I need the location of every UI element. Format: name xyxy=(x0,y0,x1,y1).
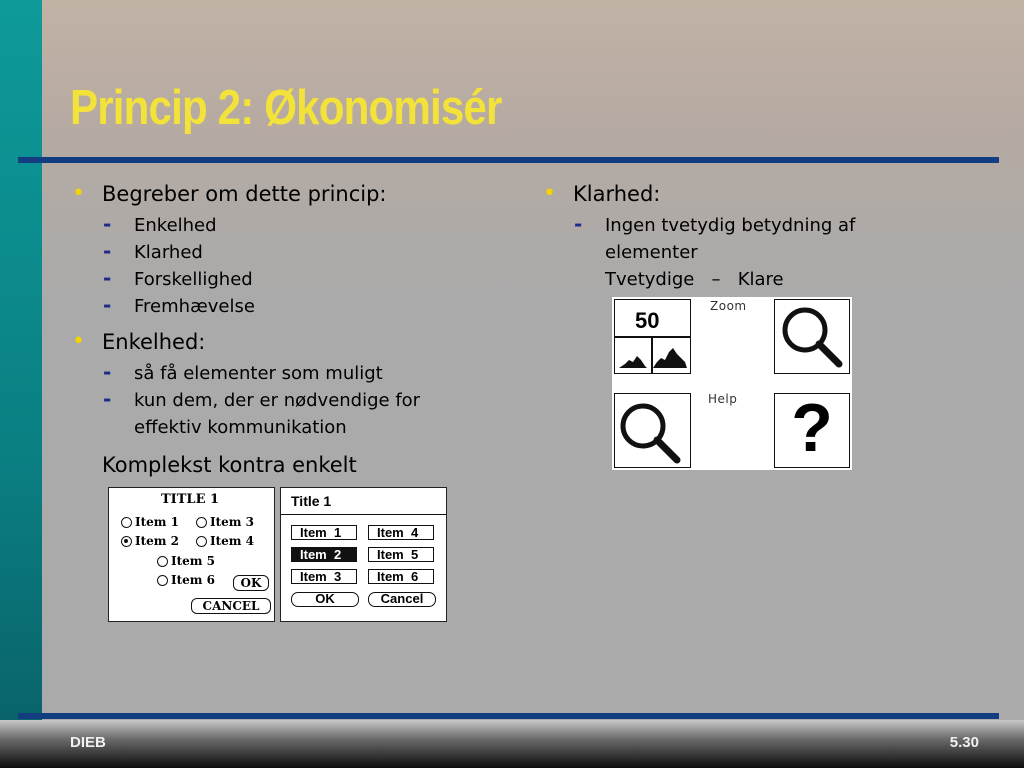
zoom-label: Zoom xyxy=(710,299,747,313)
radio-icon xyxy=(157,575,168,586)
bullet-simplicity: • Enkelhed: xyxy=(72,329,206,354)
ambiguous-vs-clear-caption: Tvetydige – Klare xyxy=(605,269,784,290)
radio-item: Item 4 xyxy=(196,534,254,548)
list-item: Item 4 xyxy=(368,525,434,540)
radio-item: Item 5 xyxy=(157,554,215,568)
sub-bullet: - Forskellighed xyxy=(103,266,253,290)
radio-selected-icon xyxy=(121,536,132,547)
sub-bullet-continuation: elementer xyxy=(605,242,698,263)
help-label: Help xyxy=(708,392,738,406)
radio-item: Item 1 xyxy=(121,515,179,529)
radio-icon xyxy=(196,536,207,547)
complex-dialog-title: TITLE 1 xyxy=(161,492,220,507)
magnifier-icon xyxy=(774,299,850,374)
radio-item: Item 6 xyxy=(157,573,215,587)
simple-dialog xyxy=(280,487,447,622)
sub-bullet: - Klarhed xyxy=(103,239,203,263)
left-column xyxy=(72,180,512,479)
list-item: Item 1 xyxy=(291,525,357,540)
list-item-selected: Item 2 xyxy=(291,547,357,562)
ambiguous-help-icon xyxy=(614,393,691,468)
complex-dialog xyxy=(108,487,275,622)
list-item: Item 5 xyxy=(368,547,434,562)
sub-bullet: - Fremhævelse xyxy=(103,293,255,317)
complex-ok-button: OK xyxy=(233,575,269,591)
simple-ok-button: OK xyxy=(291,592,359,607)
sub-bullet: - så få elementer som muligt xyxy=(103,360,383,384)
ambiguous-zoom-icon xyxy=(614,299,691,374)
radio-icon xyxy=(196,517,207,528)
footer-slide-number: 5.30 xyxy=(949,734,979,751)
right-column xyxy=(543,180,983,293)
zoom-value: 50 xyxy=(635,308,660,333)
slide-title: Princip 2: Økonomisér xyxy=(70,81,502,135)
bullet-concepts: • Begreber om dette princip: xyxy=(72,181,387,206)
radio-item: Item 2 xyxy=(121,534,179,548)
simple-cancel-button: Cancel xyxy=(368,592,436,607)
radio-icon xyxy=(121,517,132,528)
sub-bullet-continuation: effektiv kommunikation xyxy=(134,417,347,438)
bullet-dot: • xyxy=(72,329,85,354)
caption-complex-vs-simple: Komplekst kontra enkelt xyxy=(102,453,357,477)
help-glyph: ? xyxy=(791,390,833,466)
side-accent-bar xyxy=(0,0,42,768)
title-divider xyxy=(18,157,999,163)
list-item: Item 3 xyxy=(291,569,357,584)
question-mark-icon xyxy=(774,390,850,468)
bullet-clarity: • Klarhed: xyxy=(543,181,661,206)
sub-bullet: - kun dem, der er nødvendige for xyxy=(103,387,421,411)
footer-divider xyxy=(18,713,999,719)
radio-item: Item 3 xyxy=(196,515,254,529)
radio-icon xyxy=(157,556,168,567)
ambiguous-vs-clear-icons xyxy=(612,297,852,470)
sub-bullet: - Ingen tvetydig betydning af xyxy=(574,212,856,236)
list-item: Item 6 xyxy=(368,569,434,584)
footer-bar xyxy=(0,720,1024,768)
complex-vs-simple-illustration xyxy=(108,487,448,622)
footer-course: DIEB xyxy=(70,734,106,751)
complex-cancel-button: CANCEL xyxy=(191,598,271,614)
bullet-dot: • xyxy=(543,181,556,206)
bullet-dot: • xyxy=(72,181,85,206)
simple-dialog-title: Title 1 xyxy=(291,493,332,509)
sub-bullet: - Enkelhed xyxy=(103,212,217,236)
